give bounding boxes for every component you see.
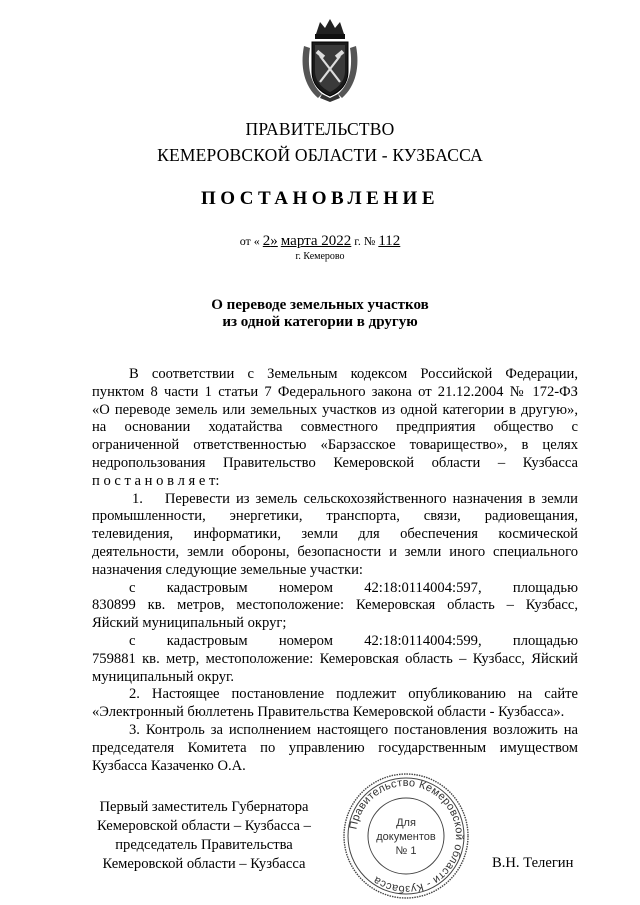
body-line: Яйский муниципальный округ; bbox=[92, 615, 287, 632]
city-name: г. Кемерово bbox=[295, 251, 345, 262]
document-type-heading: ПОСТАНОВЛЕНИЕ bbox=[200, 188, 440, 209]
body-line: 3. Контроль за исполнением настоящего постановления возложить на bbox=[129, 721, 578, 738]
org-title-line1: ПРАВИТЕЛЬСТВО bbox=[245, 119, 395, 139]
subject-line2: из одной категории в другую bbox=[222, 314, 418, 330]
date-quote-close: » bbox=[270, 233, 278, 249]
body-line: ограниченной ответственностью «Барзасское товарищество», в целях bbox=[92, 437, 578, 454]
body-line: с кадастровым номером 42:18:0114004:597, площадью bbox=[129, 579, 578, 596]
body-line: промышленности, энергетики, транспорта, связи, радиовещания, bbox=[92, 508, 578, 525]
signer-position-line2: Кемеровской области – Кузбасса – bbox=[97, 818, 311, 834]
body-line: деятельности, земли обороны, безопасности и земли иного специального bbox=[92, 543, 578, 560]
body-line: на основании ходатайства совместного предприятия общество с bbox=[92, 419, 578, 436]
document-number: 112 bbox=[378, 233, 401, 249]
body-line: назначения следующие земельные участки: bbox=[92, 561, 363, 578]
body-line: телевидения, информатики, земли для обеспечения космической bbox=[92, 526, 578, 543]
body-line: председателя Комитета по управлению государственным имуществом bbox=[92, 739, 578, 756]
body-line: недропользования Правительство Кемеровской области – Кузбасса bbox=[92, 454, 578, 471]
signer-position-line1: Первый заместитель Губернатора bbox=[99, 799, 309, 815]
signer-name: В.Н. Телегин bbox=[492, 855, 574, 871]
seal-center-line1: Для bbox=[396, 817, 416, 829]
date-number-line bbox=[0, 233, 640, 250]
official-seal-stamp bbox=[340, 770, 472, 902]
seal-center-line3: № 1 bbox=[395, 845, 417, 857]
date-year-suffix: г. bbox=[354, 234, 361, 248]
body-line: муниципальный округ. bbox=[92, 668, 234, 685]
body-line: «О переводе земель или земельных участков из одной категории в другую», bbox=[92, 401, 578, 418]
seal-ring-text: Правительство Кемеровской области - Кузбасса bbox=[347, 776, 466, 896]
date-month-year: марта 2022 bbox=[280, 233, 352, 249]
number-prefix: № bbox=[363, 234, 376, 248]
date-prefix: от « bbox=[239, 234, 260, 248]
document-body bbox=[92, 366, 578, 775]
signer-position-line4: Кемеровской области – Кузбасса bbox=[102, 856, 306, 872]
body-line: «Электронный бюллетень Правительства Кемеровской области - Кузбасса». bbox=[92, 704, 565, 721]
signer-position bbox=[89, 798, 319, 874]
body-line: пунктом 8 части 1 статьи 7 Федерального закона от 21.12.2004 № 172-ФЗ bbox=[92, 383, 578, 400]
body-line: В соответствии с Земельным кодексом Российской Федерации, bbox=[129, 366, 578, 382]
body-line: п о с т а н о в л я е т: bbox=[92, 472, 220, 489]
body-line: с кадастровым номером 42:18:0114004:599, площадью bbox=[129, 632, 578, 649]
subject-line1: О переводе земельных участков bbox=[211, 297, 429, 313]
body-line: 1. Перевести из земель сельскохозяйственного назначения в земли bbox=[132, 490, 578, 507]
body-line: 759881 кв. метр, местоположение: Кемеровская область – Кузбасс, Яйский bbox=[92, 650, 578, 667]
seal-center-line2: документов bbox=[376, 831, 436, 843]
body-line: Кузбасса Казаченко О.А. bbox=[92, 757, 246, 774]
date-day: 2 bbox=[262, 233, 271, 249]
body-line: 2. Настоящее постановление подлежит опубликованию на сайте bbox=[129, 686, 578, 703]
org-title-line2: КЕМЕРОВСКОЙ ОБЛАСТИ - КУЗБАССА bbox=[157, 145, 483, 165]
coat-of-arms-emblem bbox=[298, 16, 362, 104]
body-line: 830899 кв. метров, местоположение: Кемеровская область – Кузбасс, bbox=[92, 597, 578, 614]
signer-position-line3: председатель Правительства bbox=[115, 837, 293, 853]
